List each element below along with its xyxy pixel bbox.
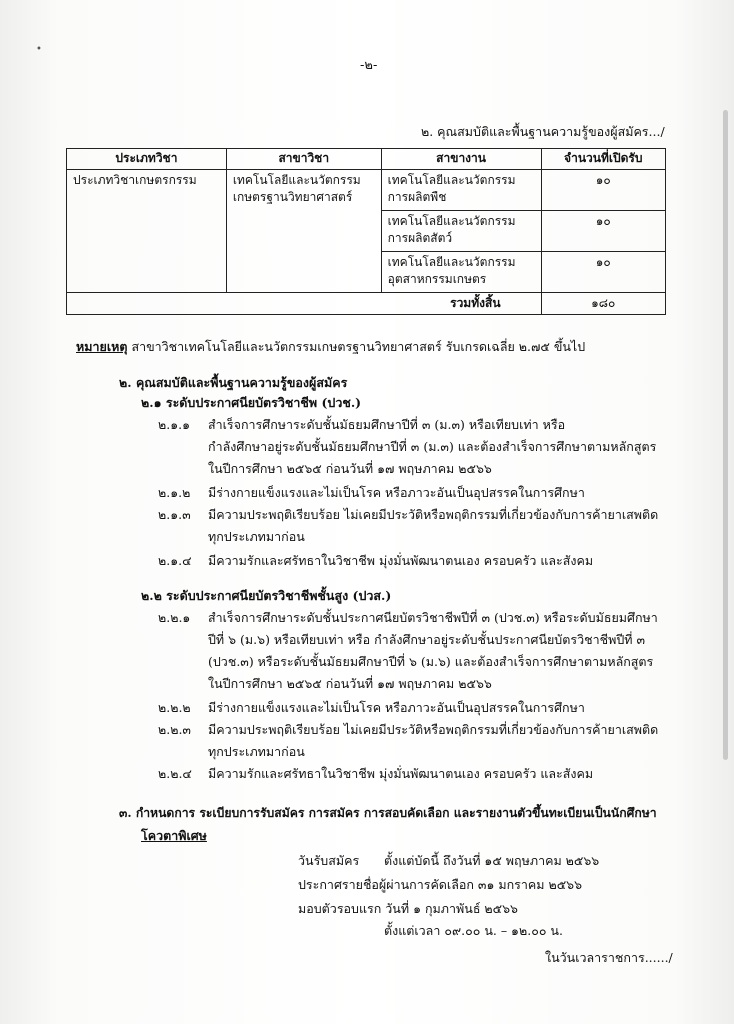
table-row <box>67 170 666 211</box>
header-major: สาขาวิชา <box>226 149 381 170</box>
cell-type: ประเภทวิชาเกษตรกรรม <box>67 170 227 293</box>
item-line: ปีที่ ๖ (ม.๖) หรือเทียบเท่า หรือ กำลังศึกษาอยู่ระดับชั้นประกาศนียบัตรวิชาชีพปีที่ ๓ <box>208 632 646 647</box>
item-line: สำเร็จการศึกษาระดับชั้นประกาศนียบัตรวิชาชีพปีที่ ๓ (ปวช.๓) หรือระดับมัธยมศึกษา <box>208 610 658 625</box>
item-line: มีความประพฤติเรียบร้อย ไม่เคยมีประวัติหรือพฤติกรรมที่เกี่ยวข้องกับการค้ายาเสพติด <box>208 507 659 522</box>
note <box>76 339 585 355</box>
table-header-row <box>67 149 666 170</box>
header-specialty: สาขางาน <box>381 149 541 170</box>
item-line: (ปวช.๓) หรือระดับชั้นมัธยมศึกษาปีที่ ๖ (ม.๖) และต้องสำเร็จการศึกษาตามหลักสูตร <box>208 654 654 669</box>
item-number: ๒.๑.๒ <box>158 485 191 500</box>
scrollbar[interactable] <box>723 110 728 760</box>
item-line: มีร่างกายแข็งแรงและไม่เป็นโรค หรือภาวะอันเป็นอุปสรรคในการศึกษา <box>208 485 585 500</box>
item-number: ๒.๒.๑ <box>158 610 191 625</box>
item-number: ๒.๒.๓ <box>158 722 191 737</box>
item-line: ในปีการศึกษา ๒๕๖๕ ก่อนวันที่ ๑๗ พฤษภาคม ๒๕๖๖ <box>208 461 492 476</box>
item-line: ทุกประเภทมาก่อน <box>208 529 305 544</box>
item-number: ๒.๒.๔ <box>158 766 192 781</box>
cell-count: ๑๐ <box>541 170 665 211</box>
section3-title: ๓. กำหนดการ ระเบียบการรับสมัคร การสมัคร การสอบคัดเลือก และรายงานตัวขึ้นทะเบียนเป็นนักศึกษา <box>119 806 657 820</box>
item-line: มีความประพฤติเรียบร้อย ไม่เคยมีประวัติหรือพฤติกรรมที่เกี่ยวข้องกับการค้ายาเสพติด <box>208 722 659 737</box>
continuation-header: ๒. คุณสมบัติและพื้นฐานความรู้ของผู้สมัคร.../ <box>421 124 665 139</box>
note-label: หมายเหตุ <box>76 339 128 354</box>
item-number: ๒.๒.๒ <box>158 700 191 715</box>
item-line: มีความรักและศรัทธาในวิชาชีพ มุ่งมั่นพัฒนาตนเอง ครอบครัว และสังคม <box>208 766 594 781</box>
header-count: จำนวนที่เปิดรับ <box>541 149 665 170</box>
item-line: มีร่างกายแข็งแรงและไม่เป็นโรค หรือภาวะอันเป็นอุปสรรคในการศึกษา <box>208 700 585 715</box>
speck-mark: • <box>36 44 42 55</box>
note-text: สาขาวิชาเทคโนโลยีและนวัตกรรมเกษตรฐานวิทยาศาสตร์ รับเกรดเฉลี่ย ๒.๗๕ ขึ้นไป <box>131 339 586 354</box>
apply-value: ตั้งแต่บัดนี้ ถึงวันที่ ๑๕ พฤษภาคม ๒๕๖๖ <box>384 853 600 868</box>
report-text: มอบตัวรอบแรก วันที่ ๑ กุมภาพันธ์ ๒๕๖๖ <box>298 901 518 916</box>
announce-text: ประกาศรายชื่อผู้ผ่านการคัดเลือก ๓๑ มกราคม ๒๕๖๖ <box>298 877 583 892</box>
section3-subtitle: โควตาพิเศษ <box>141 828 207 843</box>
item-number: ๒.๑.๓ <box>158 507 191 522</box>
section2-2-title: ๒.๒ ระดับประกาศนียบัตรวิชาชีพชั้นสูง (ปวส.) <box>141 588 392 603</box>
item-line: สำเร็จการศึกษาระดับชั้นมัธยมศึกษาปีที่ ๓ (ม.๓) หรือเทียบเท่า หรือ <box>208 417 566 432</box>
section2-1-title: ๒.๑ ระดับประกาศนียบัตรวิชาชีพ (ปวช.) <box>141 395 362 410</box>
total-label: รวมทั้งสิ้น <box>67 293 542 315</box>
cell-count: ๑๐ <box>541 252 665 293</box>
item-number: ๒.๑.๔ <box>158 553 192 568</box>
total-value: ๑๘๐ <box>541 293 665 315</box>
cell-specialty: เทคโนโลยีและนวัตกรรม การผลิตพืช <box>381 170 541 211</box>
item-line: ในปีการศึกษา ๒๕๖๕ ก่อนวันที่ ๑๗ พฤษภาคม ๒๕๖๖ <box>208 676 492 691</box>
cell-specialty: เทคโนโลยีและนวัตกรรม การผลิตสัตว์ <box>381 211 541 252</box>
apply-label: วันรับสมัคร <box>298 853 360 868</box>
item-line: ทุกประเภทมาก่อน <box>208 744 305 759</box>
page-number: -๒- <box>360 58 378 73</box>
cell-count: ๑๐ <box>541 211 665 252</box>
section2-title: ๒. คุณสมบัติและพื้นฐานความรู้ของผู้สมัคร <box>119 375 348 390</box>
table-total-row <box>67 293 666 315</box>
admission-table <box>66 148 666 315</box>
footer-continuation: ในวันเวลาราชการ....../ <box>545 950 673 965</box>
cell-specialty: เทคโนโลยีและนวัตกรรม อุตสาหกรรมเกษตร <box>381 252 541 293</box>
item-line: มีความรักและศรัทธาในวิชาชีพ มุ่งมั่นพัฒนาตนเอง ครอบครัว และสังคม <box>208 553 594 568</box>
header-type: ประเภทวิชา <box>67 149 227 170</box>
item-number: ๒.๑.๑ <box>158 417 191 432</box>
time-text: ตั้งแต่เวลา ๐๙.๐๐ น. – ๑๒.๐๐ น. <box>384 923 563 938</box>
cell-major: เทคโนโลยีและนวัตกรรม เกษตรฐานวิทยาศาสตร์ <box>226 170 381 293</box>
item-line: กำลังศึกษาอยู่ระดับชั้นมัธยมศึกษาปีที่ ๓ (ม.๓) และต้องสำเร็จการศึกษาตามหลักสูตร <box>208 439 657 454</box>
